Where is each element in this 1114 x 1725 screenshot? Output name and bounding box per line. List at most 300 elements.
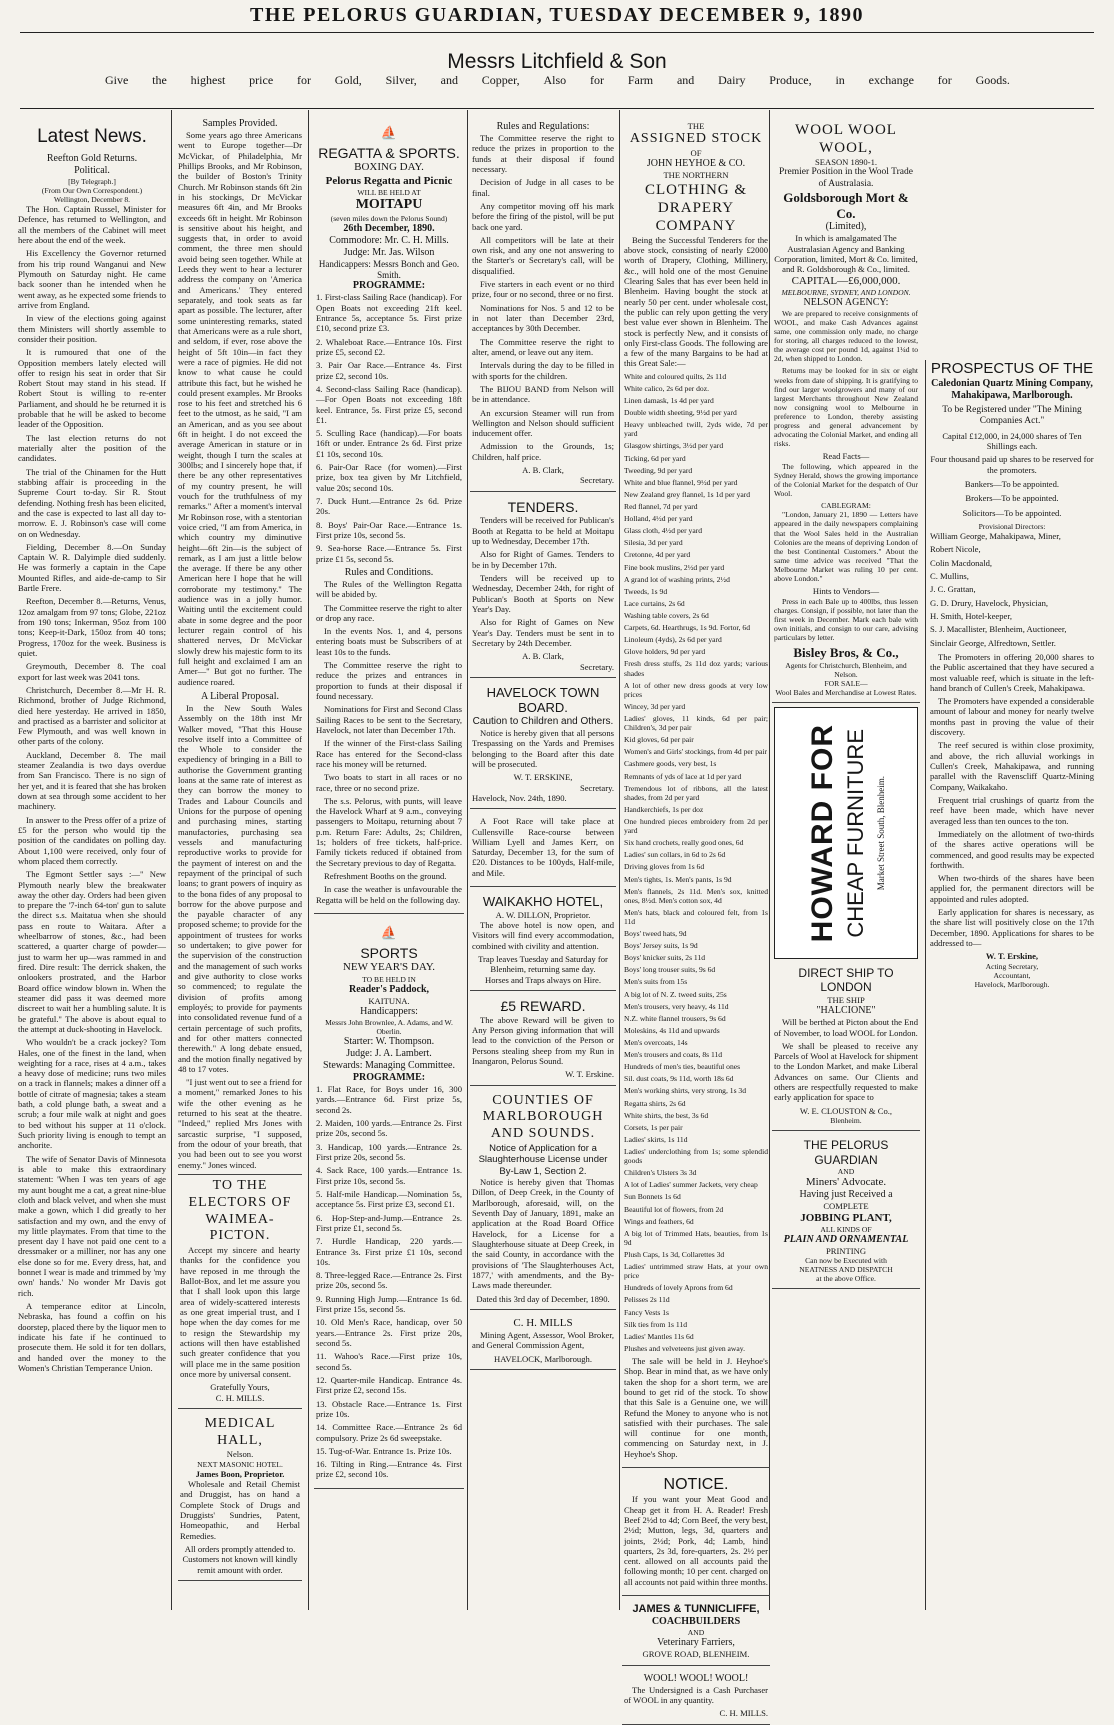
price-item: Moleskins, 4s 11d and upwards [624, 1025, 720, 1035]
news-paragraph: Who wouldn't be a crack jockey? Tom Hales, one of the finest in the land, when weighting for a race, rises at 4 a.m., takes a heavy dose of medicine; runs two miles on a track in flannels; makes a dinner off a bottle of citrate of magnesia; takes a steam bath, a cold plunge bath, a sweat and a scrub; a four mile walk at night and goes to bed without his supper at 11 o'clock. Such priority living is enough to tempt an anchorite. [18, 1037, 166, 1151]
ad-subline: TO BE HELD IN [362, 974, 416, 984]
notice-body: Notice is hereby given that Thomas Dillon, of Deep Creek, in the County of Marlborough, aforesaid, will, on the Seventh Day of January, 1891, make an application at the Road Board Office Havelock, for a License for a Slaughterhouse situate at Deep Creek, in the said County, in accordance with the provisions of 'The Slaughterhouses Act, 1877,' with amendments, and the By-Laws made thereunder. [472, 1177, 614, 1291]
rules-list [316, 579, 462, 905]
price-item: Regatta shirts, 2s 6d [624, 1098, 686, 1108]
prospectus-paragraph: The Promoters in offering 20,000 shares to the Public ascertained that they have secured a most valuable reef, which is situate in the left-hand branch of Cullen's Creek, Mahakipawa. [930, 651, 1094, 693]
programme-item: 4. Second-class Sailing Race (handicap).—For Open Boats not exceeding 18ft keel. Entrance, 5s. First prize £5, second £1. [316, 383, 462, 425]
programme-item: 5. Sculling Race (handicap).—For boats 16ft or under. Entrance 2s 6d. First prize £1 10s, second 10s. [316, 428, 462, 459]
signature-role: Accountant, [993, 970, 1031, 980]
price-item: A big lot of Trimmed Hats, beauties, from 1s 9d [624, 1228, 768, 1247]
dateline: Wellington, December 8. [53, 195, 131, 205]
ad-title: THE PELORUS GUARDIAN [803, 1138, 889, 1167]
programme-item: 1. First-class Sailing Race (handicap). For Open Boats not exceeding 21ft keel. Entrance 5s, acceptance 5s. First prize £10, second prize £3. [316, 292, 462, 334]
price-item: Handkerchiefs, 1s per doz [624, 804, 704, 814]
news-paragraph: Auckland, December 8. The mail steamer Zealandia is two days overdue from San Francisco. There is no sign of her yet, and it is feared that she has broken down at sea through some accident to her machinery. [18, 749, 166, 812]
ad-kicker: THE NORTHERN [663, 170, 729, 181]
signature: C. H. MILLS. [215, 1392, 265, 1403]
price-item: A grand lot of washing prints, 2½d [624, 574, 730, 584]
ad-title: MEDICAL HALL, [204, 1415, 276, 1448]
price-item: Men's hats, black and coloured felt, from 1s 11d [624, 907, 768, 926]
price-item: Six hand crochets, really good ones, 6d [624, 838, 744, 848]
ad-footer: Horses and Traps always on Hire. [484, 974, 601, 985]
ad-body: The sale will be held in J. Heyhoe's Shop. Bear in mind that, as we have only taken the shop for a short term, we are bound to get rid of the stock. To show that this Sale is a Genuine one, we will Refund the Money to anyone who is not satisfied with their purchases. The sale will continue for one month, commencing on Saturday next, in J. Heyhoe's Shop. [624, 1355, 768, 1459]
article-body [18, 204, 166, 1373]
notice-body: Accept my sincere and hearty thanks for the confidence you have reposed in me through the Ballot-Box, and let me assure you that I shall look upon this large area of widely-scattered interests as one great imperial trust, and I hope when the day comes for me to resign the Stewardship my actions will then have established such greater confidence that you will place me in the same position once more by universal consent. [180, 1245, 300, 1379]
coachbuilder-ad [622, 1600, 770, 1666]
director-item: H. Smith, Hotel-keeper, [930, 610, 1012, 621]
price-item: Double width sheeting, 9½d per yard [624, 408, 737, 418]
news-paragraph: The last election returns do not materially alter the position of the candidates. [18, 432, 166, 464]
tagline-word: for [589, 73, 604, 87]
price-item: Ladies' skirts, 1s 11d [624, 1134, 688, 1144]
programme-item: 16. Tilting in Ring.—Entrance 4s. First prize £2, second 10s. [316, 1459, 462, 1480]
price-item: Glasgow shirtings, 3½d per yard [624, 441, 724, 451]
ad-body: The Undersigned is a Cash Purchaser of WOOL in any quantity. [624, 1684, 768, 1706]
season: SEASON 1890-1. [814, 157, 878, 167]
notice-title: £5 REWARD. [500, 997, 586, 1014]
price-item: Cretonne, 4d per yard [624, 550, 691, 560]
rules-heading: Rules and Conditions. [344, 566, 434, 578]
rule-item: Five starters in each event or no third prize, four or no second, three or no first. [472, 279, 614, 300]
ad-kicker: OF [690, 148, 702, 159]
official: Handicappers: [360, 1005, 418, 1017]
director-item: S. J. Macallister, Blenheim, Auctioneer, [930, 624, 1067, 635]
column-notices [470, 118, 616, 1608]
banner-title: Messrs Litchfield & Son [447, 50, 667, 73]
signature: A. B. Clark, [522, 465, 564, 476]
ad-title: WAIKAKHO HOTEL, [482, 894, 604, 910]
tagline-word: Give [105, 73, 129, 87]
programme-item: 7. Hurdle Handicap, 220 yards.—Entrance 3s. First prize £1 10s, second 10s. [316, 1236, 462, 1267]
solicitors: Solicitors—To be appointed. [962, 507, 1062, 518]
signature: A. B. Clark, [522, 651, 564, 662]
signature-role: Secretary. [579, 782, 614, 793]
section-heading: Latest News. [37, 126, 147, 147]
ad-body: Returns may be looked for in six or eight weeks from date of shipping. It is gratifying to find our larger woolgrowers and many of our largest Merchants throughout New Zealand now consigning wool to Melbourne in preference to London, thereby assisting progress and general advancement by advocating the Colonial Market, and ending all risks. [774, 366, 918, 449]
price-item: Kid gloves, 6d per pair [624, 735, 694, 745]
tenders-notice [470, 496, 616, 678]
tagline-word: the [152, 73, 167, 87]
tender-paragraph: Also for Right of Games. Tenders to be in by December 17th. [472, 549, 614, 570]
clothing-sale-ad [622, 118, 770, 1468]
venue: MOITAPU [355, 196, 423, 212]
company-name: Caledonian Quartz Mining Company, Mahakipawa, Marlborough. [931, 378, 1093, 401]
ad-title: CLOTHING & DRAPERY COMPANY [644, 181, 748, 234]
price-item: Men's trousers, very heavy, 4s 11d [624, 1001, 729, 1011]
ad-body: We are prepared to receive consignments of WOOL, and make Cash Advances against same, one commission only made, no charge for storing, all charges reduced to the lowest, the average cost per pound 1d, against 1¼d to 2d, when shipped to London. [774, 308, 918, 364]
director-item: C. Mullins, [930, 571, 969, 582]
ad-title: ASSIGNED STOCK [629, 131, 763, 147]
ad-kicker: AND [837, 1166, 855, 1176]
ad-body: COMPLETE [823, 1201, 869, 1212]
article-body [178, 130, 302, 687]
price-item: White and coloured quilts, 2s 11d [624, 371, 727, 381]
news-paragraph: Fielding, December 8.—On Sunday Captain W. R. Dalyimple died suddenly. He was formerly a captain in the Cape Mounted Rifles, and aide-de-camp to Sir Bartle Frere. [18, 541, 166, 594]
price-item: N.Z. white flannel trousers, 9s 6d [624, 1013, 726, 1023]
price-item: Tremendous lot of ribbons, all the latest shades, from 2d per yard [624, 783, 768, 802]
news-paragraph: A temperance editor at Lincoln, Nebraska, has found a coffin on his doorstep, placed there by the liquor men to indicate his fate if he continued to prosecute them. He sold it for ten dollars, and handed over the money to the Women's Christian Temperance Union. [18, 1301, 166, 1373]
company-name: JOHN HEYHOE & CO. [646, 158, 746, 170]
programme-item: 2. Whaleboat Race.—Entrance 10s. First prize £5, second £2. [316, 336, 462, 357]
ad-subtitle: Miners' Advocate. [805, 1176, 887, 1188]
column-divider [619, 110, 620, 1610]
column-divider [308, 110, 309, 1610]
price-item: Sil. dust coats, 9s 11d, worth 18s 6d [624, 1074, 734, 1084]
ad-title: WOOL! WOOL! WOOL! [643, 1672, 749, 1684]
programme-item: 10. Old Men's Race, handicap, over 50 years.—Entrance 2s. First prize 20s, second 5s. [316, 1317, 462, 1349]
news-paragraph: The Hon. Captain Russel, Minister for Defence, has returned to Wellington, and all the members of the Cabinet will meet here about the end of the week. [18, 204, 166, 246]
ad-place: GROVE ROAD, BLENHEIM. [642, 1649, 750, 1660]
section-heading: Read Facts— [822, 451, 870, 462]
ad-footer: All orders promptly attended to. [184, 1544, 296, 1555]
proprietor: A. W. DILLON, Proprietor. [495, 909, 591, 920]
organiser: Pelorus Regatta and Picnic [325, 174, 453, 187]
ad-subline: WILL BE HELD AT [357, 187, 421, 197]
event-date: 26th December, 1890. [343, 222, 435, 234]
tender-paragraph: Also for Right of Games on New Year's Day. Tenders must be sent in to Secretary by 24th December. [472, 617, 614, 648]
ad-body: We shall be pleased to receive any Parcels of Wool at Havelock for shipment to the London Market, and make Liberal Advances on same. Our Clients and others are respectfully requested to make early application for space to [774, 1040, 918, 1103]
price-item: Silesia, 3d per yard [624, 538, 683, 548]
ad-body: Trap leaves Tuesday and Saturday for Blenheim, returning same day. [478, 953, 608, 975]
signature-role: Secretary. [579, 475, 614, 486]
column-clothing-sale [622, 118, 770, 1719]
price-item: Men's tights, 1s. Men's pants, 1s 9d [624, 874, 732, 884]
ad-title: DIRECT SHIP TO LONDON [798, 966, 894, 995]
price-item: Lace curtains, 2s 6d [624, 598, 685, 608]
tagline-word: Dairy [718, 73, 746, 87]
signature-role: Acting Secretary, [985, 961, 1039, 971]
tagline-word: Farm [627, 73, 654, 87]
price-item: Heavy unbleached twill, 2yds wide, 7d per yard [624, 420, 768, 439]
price-item: New Zealand grey flannel, 1s 1d per yard [624, 489, 751, 499]
prospectus-body [930, 652, 1094, 948]
ad-place: Blenheim. [830, 1116, 862, 1125]
rule-item: Decision of Judge in all cases to be final. [472, 177, 614, 198]
official: Judge: J. A. Lambert. [346, 1048, 432, 1060]
price-item: Plush Caps, 1s 3d, Collarettes 3d [624, 1250, 725, 1259]
ad-body: PRINTING [825, 1245, 867, 1256]
price-item: Ladies' Mantles 11s 6d [624, 1331, 694, 1341]
banner-tagline [105, 73, 1010, 88]
price-item: Linen damask, 1s 4d per yard [624, 396, 714, 406]
price-item: Hundreds of lovely Aprons from 6d [624, 1283, 733, 1293]
programme-item: 11. Wahoo's Race.—First prize 10s, second 5s. [316, 1351, 462, 1372]
directors-list [930, 531, 1094, 648]
programme-item: 3. Handicap, 100 yards.—Entrance 2s. First prize 20s, second 5s. [316, 1141, 462, 1163]
hotel-ad [470, 891, 616, 991]
tagline-word: and [440, 73, 458, 87]
butcher-notice [622, 1472, 770, 1596]
tagline-word: Gold, [334, 73, 362, 87]
price-item: White shirts, the best, 3s 6d [624, 1110, 709, 1120]
price-item: Children's Ulsters 3s 3d [624, 1168, 697, 1178]
firm-suffix: (Limited), [825, 221, 867, 233]
wool-purchase-ad [622, 1670, 770, 1725]
rule-item: Refreshment Booths on the ground. [324, 871, 447, 881]
tagline-word: highest [190, 73, 226, 87]
ad-body: JOBBING PLANT, [800, 1211, 892, 1224]
article-heading: Samples Provided. [202, 118, 278, 129]
ad-body: Can now be Executed with [805, 1256, 887, 1266]
ad-subline: NEXT MASONIC HOTEL. [197, 1459, 283, 1469]
ad-footer: at the above Office. [816, 1274, 876, 1284]
directors-heading: Provisional Directors: [978, 521, 1046, 531]
article-body [178, 703, 302, 1170]
firm-name: Goldsborough Mort & Co. [783, 190, 909, 221]
director-item: Sinclair George, Alfredtown, Settler. [930, 637, 1056, 648]
ad-subtitle: BOXING DAY. [354, 161, 424, 174]
programme-item: 12. Quarter-mile Handicap. Entrance 4s. First prize £2, second 15s. [316, 1374, 462, 1396]
ad-body: Having just Received a [799, 1189, 893, 1201]
rule-item: The Committee reserve the right to alter or drop any race. [316, 602, 462, 623]
registration: To be Registered under "The Mining Companies Act." [942, 405, 1082, 427]
programme-list [316, 1084, 462, 1480]
official: Starter: W. Thompson. [343, 1036, 435, 1048]
ad-body: "London, January 21, 1890 — Letters have appeared in the daily newspapers complaining that the Wool Sales held in the Australian Colonies are the means of depriving London of the best Continental Customers." About the same time advice was received "That the Melbourne Market was ruling 10 per cent. above London." [774, 510, 918, 584]
ad-kicker: THE [687, 121, 705, 131]
ship-icon: ⛵ [380, 924, 398, 940]
price-item: Ladies' untrimmed straw Hats, at your own price [624, 1262, 768, 1281]
rule-item: Nominations for Nos. 5 and 12 to be in not later than December 23rd, acceptances by 30th December. [472, 302, 614, 334]
programme-item: 14. Committee Race.—Entrance 2s 6d compulsory. Prize 2s 6d sweepstake. [316, 1422, 462, 1443]
masthead-rule [20, 32, 1094, 33]
news-paragraph: In view of the elections going against them Ministers will shortly assemble to consider their position. [18, 313, 166, 344]
news-paragraph: The wife of Senator Davis of Minnesota is able to make this extraordinary statement: 'When I was ten years of age my aunt bought me a cat, a great nine-blue cloth and black velvet, and when she must make a gown, which I did greatly to her satisfaction and my own, and the envy of my little playmates. From that time to the present day I have not paid one cent to a dressmaker or a milliner, nor has any one else done so for me. Every dress, hat, and bonnet I wear is made and trimmed by 'my own' hands.' No wonder Mr Davis got rich. [18, 1153, 166, 1298]
notice-body: The above Reward will be given to Any Person giving information that will lead to the conviction of the Person or Persons stealing sheep from my Run in Inangaron, Pelorus Sound. [472, 1014, 614, 1066]
bankers: Bankers—To be appointed. [964, 479, 1060, 490]
programme-item: 4. Sack Race, 100 yards.—Entrance 1s. First prize 10s, second 5s. [316, 1165, 462, 1186]
prospectus-title: PROSPECTUS OF THE [930, 360, 1094, 377]
medical-hall-ad [178, 1413, 302, 1581]
tagline-word: exchange [868, 73, 914, 87]
article-paragraph: Some years ago three Americans went to Europe together—Dr McVickar, of Philadelphia, Mr Phillips Brooks, and Mr Robinson, the builder of Boston's Trinity Church. Mr Robinson stands 6ft 2in in his stockings, Dr McVickar measures 6ft 4in, and Mr Brooks exceeds 6ft in height. Mr Robinson is sensitive about his height, and suggests that, in order to avoid comment, the three men should avoid being seen together. While at Leeds they went to hear a lecturer address the company on 'America and Americans.' They entered separately, and took seats as far apart as possible. The lecturer, after some uninteresting remarks, stated that Americans were as a rule short, and seldom, if ever, rose above the height of 5ft 10in—in fact they were a race of pigmies. He did not know to what cause he could attribute this fact, but he wished he could present examples. Mr Brooks rose to his feet and stretched his 6 feet to the utmost, as he said, "I am an American, and as you see about 6ft in height. I do not exceed the average American in stature or in weight, though I turn the scales at 300lbs; and I sincerely hope that, if there be any other representatives of my country present, he will vouch for the truthfulness of my remarks." After a moment's interval Mr Robinson rose, with a stentorian voice cried, "I am from America, in which country my diminutive height—6ft 2in—is the subject of remark, as I am just a little below the average. If there be any other American here I hope that he will corroborate my testimony." The audience was in a jolly humor. Waiting until the excitement could abate in some degree and the poor lecturer regain control of his shattered nerves, Dr McVickar slowly drew his majestic form to its full height and exclaimed I am an Amer—" But got no further. The audience roared. [178, 130, 302, 687]
price-list [624, 372, 768, 1353]
price-item: Boys' knicker suits, 2s 11d [624, 953, 706, 963]
ad-title: WOOL WOOL WOOL, [795, 122, 897, 156]
ad-title: HOWARD FOR [806, 723, 840, 943]
regatta-ad [314, 118, 464, 914]
price-item: Sun Bonnets 1s 6d [624, 1192, 681, 1202]
rule-item: The Committee reserve the right to reduce the prizes and entrances in proportion to funds at their disposal if found necessary. [316, 660, 462, 701]
ad-body: Wholesale and Retail Chemist and Druggist, has on hand a Complete Stock of Drugs and Druggists' Sundries, Patent, Homeopathic, and Herbal Remedies. [180, 1479, 300, 1541]
news-paragraph: It is rumoured that one of the Opposition members lately elected will offer to resign his seat in order that Sir Robert Stout may stand in his stead. If Robert Stout is willing to re-enter Parliament, and should he be returned it is probable that he will be asked to become leader of the Opposition. [18, 347, 166, 430]
signature-place: Havelock, Marlborough. [974, 979, 1050, 989]
price-item: Corsets, 1s per pair [624, 1122, 683, 1132]
ad-place: Market Street South, Blenheim. [875, 775, 886, 891]
price-item: Boys' long trouser suits, 9s 6d [624, 965, 716, 975]
notice-title: TENDERS. [507, 498, 579, 515]
ad-body: Being the Successful Tenderers for the above stock, consisting of nearly £2000 worth of Drapery, Clothing, Millinery, &c., will hold one of the most Genuine Clearing Sales that has ever been held in Blenheim. Having bought the stock at nearly 50 per cent. under wholesale cost, the public can rely upon getting the very best value ever shown in Blenheim. The stock is perfectly New, and it consists of only First-class Goods. The following are a few of the many Bargains to be had at this Great Sale:— [624, 234, 768, 369]
signature: W. T. ERSKINE, [513, 772, 573, 783]
ad-title: C. H. MILLS [513, 1316, 573, 1329]
news-paragraph: The Egmont Settler says :—" New Plymouth nearly blew the breakwater away the other day. Orders had been given to prepare the '7-inch 64-ton' gun to salute the direct s.s. Maitatua when she should pass en route to Waitara. After a wheelbarrow of stones, &c., had been scattered, a quarter charge of powder—just to warm her up—was rammed in and fired. Dire result: The derrick shaken, the onlookers prostrated, and the Harbor Board office window blown in. When the steamer did pass it was deemed more discreet to wait her a humbling salute. It is be grateful." The above is about equal to the attempt at duck-shooting in Havelock. [18, 869, 166, 1034]
price-item: Men's trousers and coats, 8s 11d [624, 1050, 723, 1060]
price-item: Men's overcoats, 14s [624, 1038, 688, 1048]
tagline-word: for [296, 73, 311, 87]
price-item: Fine book muslins, 2½d per yard [624, 562, 725, 572]
howard-furniture-ad [774, 707, 918, 959]
tagline-word: Silver, [385, 73, 417, 87]
rule-item: In the events Nos. 1, and 4, persons entering boats must be Subscribers of at least 10s to the funds. [316, 626, 462, 657]
agents-name: Bisley Bros, & Co., [793, 645, 899, 661]
capital: Capital £12,000, in 24,000 shares of Ten Shillings each. [942, 430, 1082, 452]
ad-body: ALL KINDS OF [820, 1224, 872, 1234]
programme-item: 6. Hop-Step-and-Jump.—Entrance 2s. First prize £1, second 5s. [316, 1212, 462, 1233]
prospectus-paragraph: When two-thirds of the shares have been applied for, the permanent directors will be appointed and rules adopted. [930, 873, 1094, 904]
electors-notice [178, 1174, 302, 1409]
ship-to-london-ad [772, 963, 920, 1131]
ad-subtitle: Premier Position in the Wool Trade of Australasia. [779, 167, 913, 189]
price-item: Washing table covers, 2s 6d [624, 610, 709, 620]
rules-regulations [470, 118, 616, 492]
programme-item: 3. Pair Oar Race.—Entrance 4s. First prize £2, second 10s. [316, 360, 462, 381]
news-paragraph: Christchurch, December 8.—Mr H. R. Richmond, brother of Judge Richmond, died here yesterday. He arrived in 1850, and practised as a barrister and solicitor at Few Plymouth, and was well known in other parts of the colony. [18, 684, 166, 747]
prospectus-paragraph: The reef secured is within close proximity, and above, the rich alluvial workings in Cullen's Creek, Mahakipawa, and running parallel with the Ravenscliff Quartz-Mining Company, Waikakaho. [930, 740, 1094, 792]
price-item: Glass cloth, 4½d per yard [624, 526, 703, 536]
rules-list [472, 133, 614, 462]
tagline-word: Also [543, 73, 567, 87]
news-paragraph: Greymouth, December 8. The coal export for last week was 2041 tons. [18, 661, 166, 682]
ad-body: Mining Agent, Assessor, Wool Broker, and General Commission Agent, [472, 1330, 614, 1351]
signature: W. T. Erskine, [985, 951, 1039, 962]
tagline-word: in [835, 73, 845, 87]
ad-body: Will be berthed at Picton about the End of November, to load WOOL for London. [774, 1017, 918, 1038]
ad-subtitle: COACHBUILDERS [651, 1616, 741, 1628]
for-sale-body: Wool Bales and Merchandise at Lowest Rates. [775, 687, 917, 697]
price-item: White and blue flannel, 9½d per yard [624, 477, 738, 487]
article-paragraph: "I just went out to see a friend for a moment," remarked Jones to his wife the other evening as he returned to his seat at the theatre. "Indeed," replied Mrs Jones with sarcastic surprise, "I supposed, from the odour of your breath, that you had been out to see you worst enemy." Jones winced. [178, 1077, 302, 1170]
director-item: William George, Mahakipawa, Miner, [930, 531, 1061, 542]
price-item: Fancy Vests 1s [624, 1307, 670, 1317]
price-item: Glove holders, 9d per yard [624, 647, 706, 657]
programme-item: 6. Pair-Oar Race (for women).—First prize, box tea given by Mr Litchfield, value 20s; second 10s. [316, 462, 462, 493]
price-item: Pelisses 2s 11d [624, 1295, 670, 1305]
rule-item: An excursion Steamer will run from Wellington and Nelson should sufficient inducement offer. [472, 407, 614, 439]
official: Stewards: Managing Committee. [323, 1060, 455, 1072]
programme-list [316, 292, 462, 564]
programme-item: 7. Duck Hunt.—Entrance 2s 6d. Prize 20s. [316, 496, 462, 517]
notice-subtitle: Notice of Application for a Slaughterhouse License under By-Law 1, Section 2. [478, 1142, 608, 1177]
prospectus-paragraph: The Promoters have expended a considerable amount of labour and money for nearly twelve months past in proving the value of their discovery. [930, 696, 1094, 738]
price-item: Wings and feathers, 6d [624, 1216, 694, 1226]
price-item: Tweeds, 1s 9d [624, 586, 668, 596]
director-item: G. D. Drury, Havelock, Physician, [930, 597, 1049, 608]
programme-heading: PROGRAMME: [352, 280, 426, 292]
ad-title: JAMES & TUNNICLIFFE, [632, 1603, 760, 1616]
price-item: Plushes and velveteens just given away. [624, 1343, 745, 1353]
rule-item: All competitors will be late at their own risk, and any one not answering to the Starter's or Secretary's call, will be disqualified. [472, 234, 614, 276]
programme-heading: PROGRAMME: [352, 1072, 426, 1084]
sports-ad [314, 918, 464, 1489]
prospectus-paragraph: Early application for shares is necessary, as the share list will positively close on the 17th December, 1890. Applications for shares to be addressed to— [930, 907, 1094, 949]
tagline-word: and [676, 73, 695, 87]
price-item: Boys' Jersey suits, 1s 9d [624, 941, 698, 951]
official: Commodore: Mr. C. H. Mills. [329, 234, 449, 246]
notice-body: If you want your Meat Good and Cheap get it from H. A. Reader! Fresh Beef 2½d to 4d; Corn Beef, the very best, 2½d; Mutton, legs, 3d, quarters and joints, 2½d; Pork, 4d; Lamb, hind quarters, 2s 3d, fore-quarters, 2s. 2½ per cent. allowed on all accounts paid the following month; 10 per cent. charged on all accounts not paid within three months. [624, 1494, 768, 1587]
rule-item: The s.s. Pelorus, with punts, will leave the Havelock Wharf at 9 a.m., conveying passengers to Moitapu, returning about 7 p.m. Return Fare: Adults, 2s; Children, 1s; holders of free tickets, half-price. Family tickets reduced if obtained from the Secretary previous to day of Regatta. [316, 795, 462, 868]
ad-title: REGATTA & SPORTS. [318, 144, 460, 161]
official: Judge: Mr. Jas. Wilson [343, 246, 435, 258]
column-latest-news [18, 118, 166, 1608]
column-divider [171, 110, 172, 1610]
town-board-notice [470, 682, 616, 809]
price-item: Ladies' sun collars, in 6d to 2s 6d [624, 850, 726, 860]
programme-item: 13. Obstacle Race.—Entrance 1s. First prize 10s. [316, 1398, 462, 1419]
price-item: Women's and Girls' stockings, from 4d per pair [624, 747, 768, 757]
notice-subtitle: Caution to Children and Others. [472, 716, 614, 728]
rule-item: The Committee reserve the right to reduce the prizes in proportion to the funds at their disposal if found necessary. [472, 133, 614, 174]
guardian-printing-ad [772, 1135, 920, 1289]
rules-heading: Rules and Regulations: [496, 121, 590, 132]
price-item: Fresh dress stuffs, 2s 11d doz yards; various shades [624, 659, 768, 678]
section-heading: CABLEGRAM: [821, 501, 871, 511]
ad-subtitle: NEW YEAR'S DAY. [342, 961, 436, 974]
subheading: Reefton Gold Returns. [46, 152, 138, 164]
ad-place: Nelson. [226, 1449, 254, 1460]
director-item: Robert Nicole, [930, 544, 981, 555]
venue: KAITUNA. [368, 995, 410, 1006]
notice-title: NOTICE. [663, 1476, 729, 1494]
notice-body [472, 515, 614, 648]
for-sale-heading: FOR SALE— [824, 678, 868, 688]
prospectus-paragraph: Immediately on the allotment of two-thirds of the shares active operations will be commenced, and good results may be expected forthwith. [930, 828, 1094, 870]
signature: W. E. CLOUSTON & Co., [799, 1105, 893, 1116]
article-heading: A Liberal Proposal. [200, 690, 280, 702]
official: Handicappers: Messrs Bonch and Geo. Smith. [318, 258, 460, 280]
column-regatta [314, 118, 464, 1608]
programme-item: 8. Boys' Pair-Oar Race.—Entrance 1s. First prize 10s, second 5s. [316, 519, 462, 540]
news-paragraph: The trial of the Chinamen for the Hutt stabbing affair is proceeding in the Supreme Court to-day. Sir R. Stout defending. Nothing fresh has been elicited, and the case is expected to last all day to-morrow. E. J. Robinson's case will come on on Wednesday. [18, 466, 166, 539]
proprietor: James Boon, Proprietor. [195, 1468, 285, 1479]
news-paragraph: His Excellency the Governor returned from his trip round Wanganui and New Plymouth on Saturday night. He came back sooner than he intended when he went away, as he expected some friends to arrive from England. [18, 248, 166, 310]
programme-item: 15. Tug-of-War. Entrance 1s. Prize 10s. [316, 1445, 452, 1456]
banner-rule [20, 108, 1094, 109]
price-item: White calico, 2s 6d per doz. [624, 383, 709, 393]
price-item: Men's suits from 15s [624, 977, 688, 987]
rule-item: The BIJOU BAND from Nelson will be in attendance. [472, 383, 614, 405]
price-item: Ticking, 6d per yard [624, 453, 686, 463]
signature-role: Secretary. [579, 661, 614, 672]
wool-agency-ad [772, 118, 920, 703]
ad-body: The following, which appeared in the Sydney Herald, shows the growing importance of the Colonial Market for the despatch of Our Wool. [774, 461, 918, 499]
subheading: Political. [74, 164, 110, 176]
promoter-shares: Four thousand paid up shares to be reserved for the promoters. [930, 454, 1094, 475]
tagline-word: for [937, 73, 952, 87]
mills-ad [470, 1314, 616, 1370]
tender-paragraph: Tenders will be received for Publican's Booth at Regatta to be held at Moitapu up to Wednesday, December 17th. [472, 515, 614, 547]
price-item: Silk ties from 1s 11d [624, 1319, 688, 1329]
price-item: Driving gloves from 1s 6d [624, 862, 705, 872]
ad-body: NEATNESS AND DISPATCH [799, 1265, 893, 1275]
price-item: Beautiful lot of flowers, from 2d [624, 1204, 724, 1214]
ship-name: "HALCIONE" [816, 1005, 876, 1017]
ad-subtitle: CHEAP FURNITURE [843, 728, 869, 938]
ad-body: Press in each Bale up to 400lbs, thus lessen charges. Consign, if possible, not later than the first week in December. Mark each bale with own initials, and consign to our care, advising particulars by letter. [774, 596, 918, 642]
ad-body: PLAIN AND ORNAMENTAL [783, 1233, 909, 1245]
price-item: Cashmere goods, very best, 1s [624, 759, 717, 769]
programme-item: 2. Maiden, 100 yards.—Entrance 2s. First prize 20s, second 5s. [316, 1118, 462, 1139]
notice-body: A Foot Race will take place at Cullensville Race-course between William Lyell and James Kerr, on Saturday, December 13, for the sum of £20. Distances to be 100yds, Half-mile, and Mile. [472, 816, 614, 878]
rule-item: Intervals during the day to be filled in with sports for the children. [472, 360, 614, 381]
masthead: THE PELORUS GUARDIAN, TUESDAY DECEMBER 9, 1890 [250, 4, 864, 26]
director-item: J. C. Grattan, [930, 584, 976, 595]
article-paragraph: In the New South Wales Assembly on the 18th inst Mr Walker moved, "That this House resolve itself into a Committee of the Whole to consider the expediency of bringing in a Bill to authorise the Government granting loans at the same rate of interest as they can borrow the money to Trades and Labour Councils and Unions for the purpose of opening and purchasing mines, starting manufactories, purchasing sea vessels and manufacturing reproductive works to provide for the payment of interest on and the repayment of the principal of such loans; to grant powers of inquiry as to the bona fides of any proposal to borrow for the above purpose and the payable character of any proposed scheme; to provide for the appointment of trustees for works so undertaken; to give power for the supervision of the construction and the management of such works and give authority to close works so commenced; to regulate the division of profits among employés; to provide for payments into consolidated revenue fund of a certain percentage of such profits, and for other matters connected therewith." A long debate ensued, and the motion finally negatived by 48 to 17 votes. [178, 702, 302, 1074]
notice-title: TO THE ELECTORS OF WAIMEA-PICTON. [188, 1177, 292, 1244]
notice-title: HAVELOCK TOWN BOARD. [486, 684, 600, 716]
notice-body: Notice is hereby given that all persons Trespassing on the Yards and Premises belonging to the Board after this date will be prosecuted. [472, 728, 614, 769]
notice-title: COUNTIES OF MARLBOROUGH AND SOUNDS. [482, 1092, 604, 1142]
price-item: Boys' tweed hats, 9d [624, 929, 687, 939]
